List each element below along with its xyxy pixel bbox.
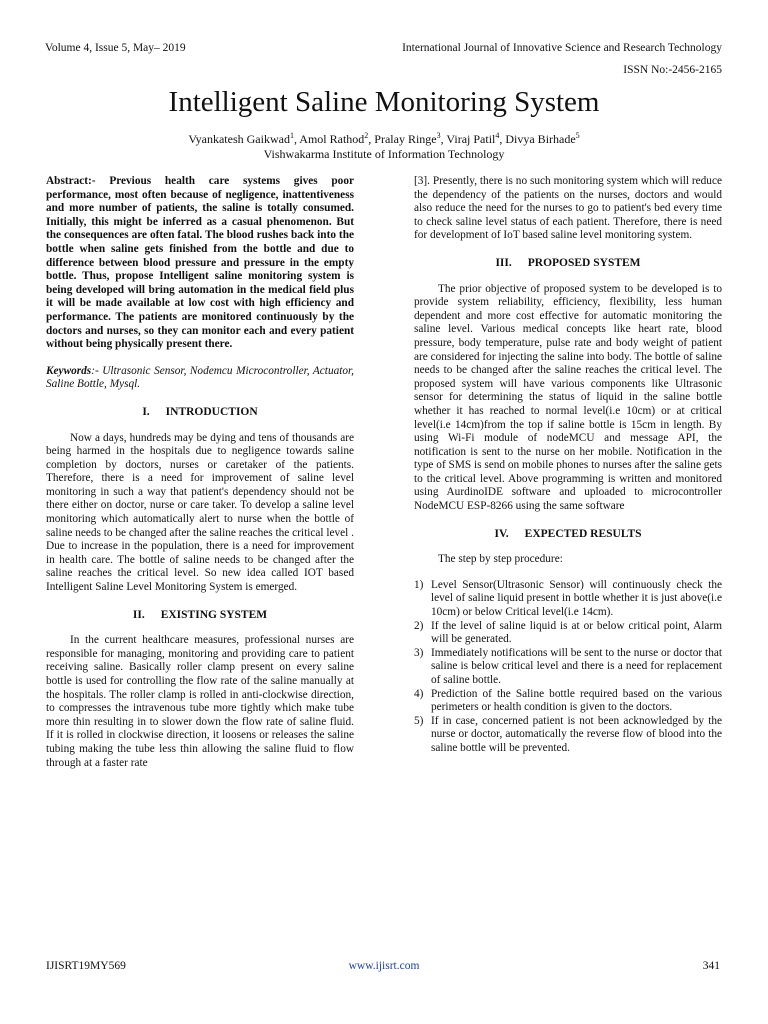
paper-id-footer: IJISRT19MY569: [46, 960, 126, 972]
author-name: Amol Rathod: [299, 132, 365, 146]
section-number: I.: [142, 405, 150, 418]
list-item: [414, 715, 722, 756]
section-heading-expected-results: [414, 528, 722, 542]
author-name: Vyankatesh Gaikwad: [188, 132, 290, 146]
list-item-text: If the level of saline liquid is at or below critical point, Alarm will be generated.: [431, 619, 722, 646]
list-item-number: 3): [414, 646, 424, 659]
website-link[interactable]: www.ijisrt.com: [348, 960, 420, 972]
right-column: [414, 175, 722, 756]
list-item-number: 2): [414, 619, 424, 632]
list-item-number: 5): [414, 714, 424, 727]
keywords-text: :- Ultrasonic Sensor, Nodemcu Microcontroller, Actuator, Saline Bottle, Mysql.: [46, 364, 354, 391]
author-name: Pralay Ringe: [374, 132, 437, 146]
issn-header: ISSN No:-2456-2165: [623, 64, 722, 76]
journal-name-header: International Journal of Innovative Science and Research Technology: [402, 42, 722, 54]
author-affil-mark: 5: [575, 131, 580, 140]
results-intro: The step by step procedure:: [438, 553, 563, 566]
section-number: IV.: [494, 527, 509, 540]
author-affil-mark: 3: [436, 131, 441, 140]
section-title: PROPOSED SYSTEM: [527, 256, 641, 269]
author-affil-mark: 4: [495, 131, 500, 140]
introduction-text: Now a days, hundreds may be dying and tens of thousands are being harmed in the hospitals due to negligence towards saline completion by doctors, nurses or caretaker of the patients. Therefore, there is a need for improvement of saline level monitoring in such a way that patient's dependency should not be there either on doctor, nurse or care taker. To develop a saline level monitoring which automatically alert to nurse when the bottle of saline needs to be changed after the saline reaches the critical level . Due to increase in the population, there is a need for improvement in health care. The bottle of saline needs to be changed after the saline reaches the critical level. So new idea called IOT based Intelligent Saline Level Monitoring System is emerged.: [46, 431, 354, 594]
section-number: II.: [132, 608, 145, 621]
procedure-list: [414, 579, 722, 756]
list-item: [414, 620, 722, 647]
list-item-text: If in case, concerned patient is not been acknowledged by the nurse or doctor, automatically the reverse flow of blood into the saline bottle will be prevented.: [431, 714, 722, 754]
page-number: 341: [702, 960, 720, 972]
author-name: Viraj Patil: [446, 132, 496, 146]
keywords: [46, 365, 354, 392]
list-item: [414, 688, 722, 715]
list-item-text: Immediately notifications will be sent to the nurse or doctor that saline is below critical level and there is a need for replacement of saline bottle.: [431, 646, 722, 686]
list-item-text: Level Sensor(Ultrasonic Sensor) will continuously check the level of saline liquid present in bottle whether it is just above(i.e 10cm) or below Critical level(i.e 14cm).: [431, 578, 722, 619]
author-affil-mark: 2: [364, 131, 369, 140]
list-item: [414, 647, 722, 688]
abstract: Abstract:- Previous health care systems gives poor performance, most often because of negligence, inattentiveness and more number of patients, the saline is totally consumed. Initially, this might be inferred as a casual phenomenon. But the consequences are often fatal. The blood rushes back into the bottle when saline gets finished from the bottle and due to difference between blood pressure and pressure in the empty bottle. Thus, propose Intelligent saline monitoring system is being developed will bring automation in the medical field plus it will be made available at low cost with high efficiency and performance. The patients are monitored continuously by the doctors and nurses, so they can monitor each and every patient without being physically present there.: [46, 175, 354, 351]
author-name: Divya Birhade: [505, 132, 576, 146]
section-number: III.: [495, 256, 512, 269]
list-item: [414, 579, 722, 620]
existing-system-text: In the current healthcare measures, professional nurses are responsible for managing, monitoring and providing care to patient receiving saline. Basically roller clamp present on every saline bottle is used for controlling the flow rate of the saline manually at the hospitals. The roller clamp is rolled in anti-clockwise direction, to compresses the intravenous tube more tightly which make tube more thin resulting in to slower down the flow rate of saline fluid. If it is rolled in clockwise direction, it loosens or releases the saline tubing making the tube less thin allowing the saline fluid to flow through at a faster rate: [46, 634, 354, 769]
section-heading-introduction: [46, 406, 354, 420]
author-list: Vyankatesh Gaikwad$^1$, Amol Rathod$^2$, Pralay Ringe$^3$, Viraj Patil$^4$, Divya Birhade$^5$: [188, 131, 580, 146]
section-title: EXISTING SYSTEM: [160, 608, 268, 621]
keywords-label: Keywords: [46, 364, 92, 377]
paper-title: Intelligent Saline Monitoring System: [168, 86, 600, 118]
section-heading-proposed-system: [414, 257, 722, 271]
proposed-system-text: The prior objective of proposed system to be developed is to provide system reliability, efficiency, flexibility, less human dependent and more cost effective for automatic monitoring the saline level. Various medical concepts like heart rate, blood pressure, body temperature, pulse rate and body weight of patient are considered for injecting the saline into body. The bottle of saline needs to be changed after the saline reaches the critical level. The proposed system will have various components like Ultrasonic sensor for determining the status of liquid in the saline bottle whether it has reached to normal level(i.e 10cm) or at critical level(i.e 14cm)from the top if saline bottle is 15cm in length. By using Wi-Fi module of nodeMCU and message API, the notification is sent to the nurse on her mobile. Notification in the type of SMS is send on mobile phones to nurses after the saline gets to the critical level. Above programming is written and monitored using AurdinoIDE software and uploaded to microcontroller NodeMCU ESP-8266 using the same software: [414, 282, 722, 513]
left-column: [46, 175, 354, 770]
list-item-number: 1): [414, 578, 424, 591]
list-item-text: Prediction of the Saline bottle required based on the various perimeters or health condition is given to the doctors.: [431, 687, 722, 714]
journal-volume-header: Volume 4, Issue 5, May– 2019: [45, 42, 186, 54]
existing-system-continued: [3]. Presently, there is no such monitoring system which will reduce the dependency of the patients on the nurses, doctors and would also reduce the need for the nurses to go to patient's bed every time to check saline level status of each patient. Therefore, there is need for development of IoT based saline level monitoring system.: [414, 175, 722, 242]
section-heading-existing-system: [46, 609, 354, 623]
list-item-number: 4): [414, 687, 424, 700]
section-title: INTRODUCTION: [165, 405, 258, 418]
affiliation: Vishwakarma Institute of Information Technology: [263, 147, 505, 161]
section-title: EXPECTED RESULTS: [524, 527, 642, 540]
author-affil-mark: 1: [289, 131, 294, 140]
